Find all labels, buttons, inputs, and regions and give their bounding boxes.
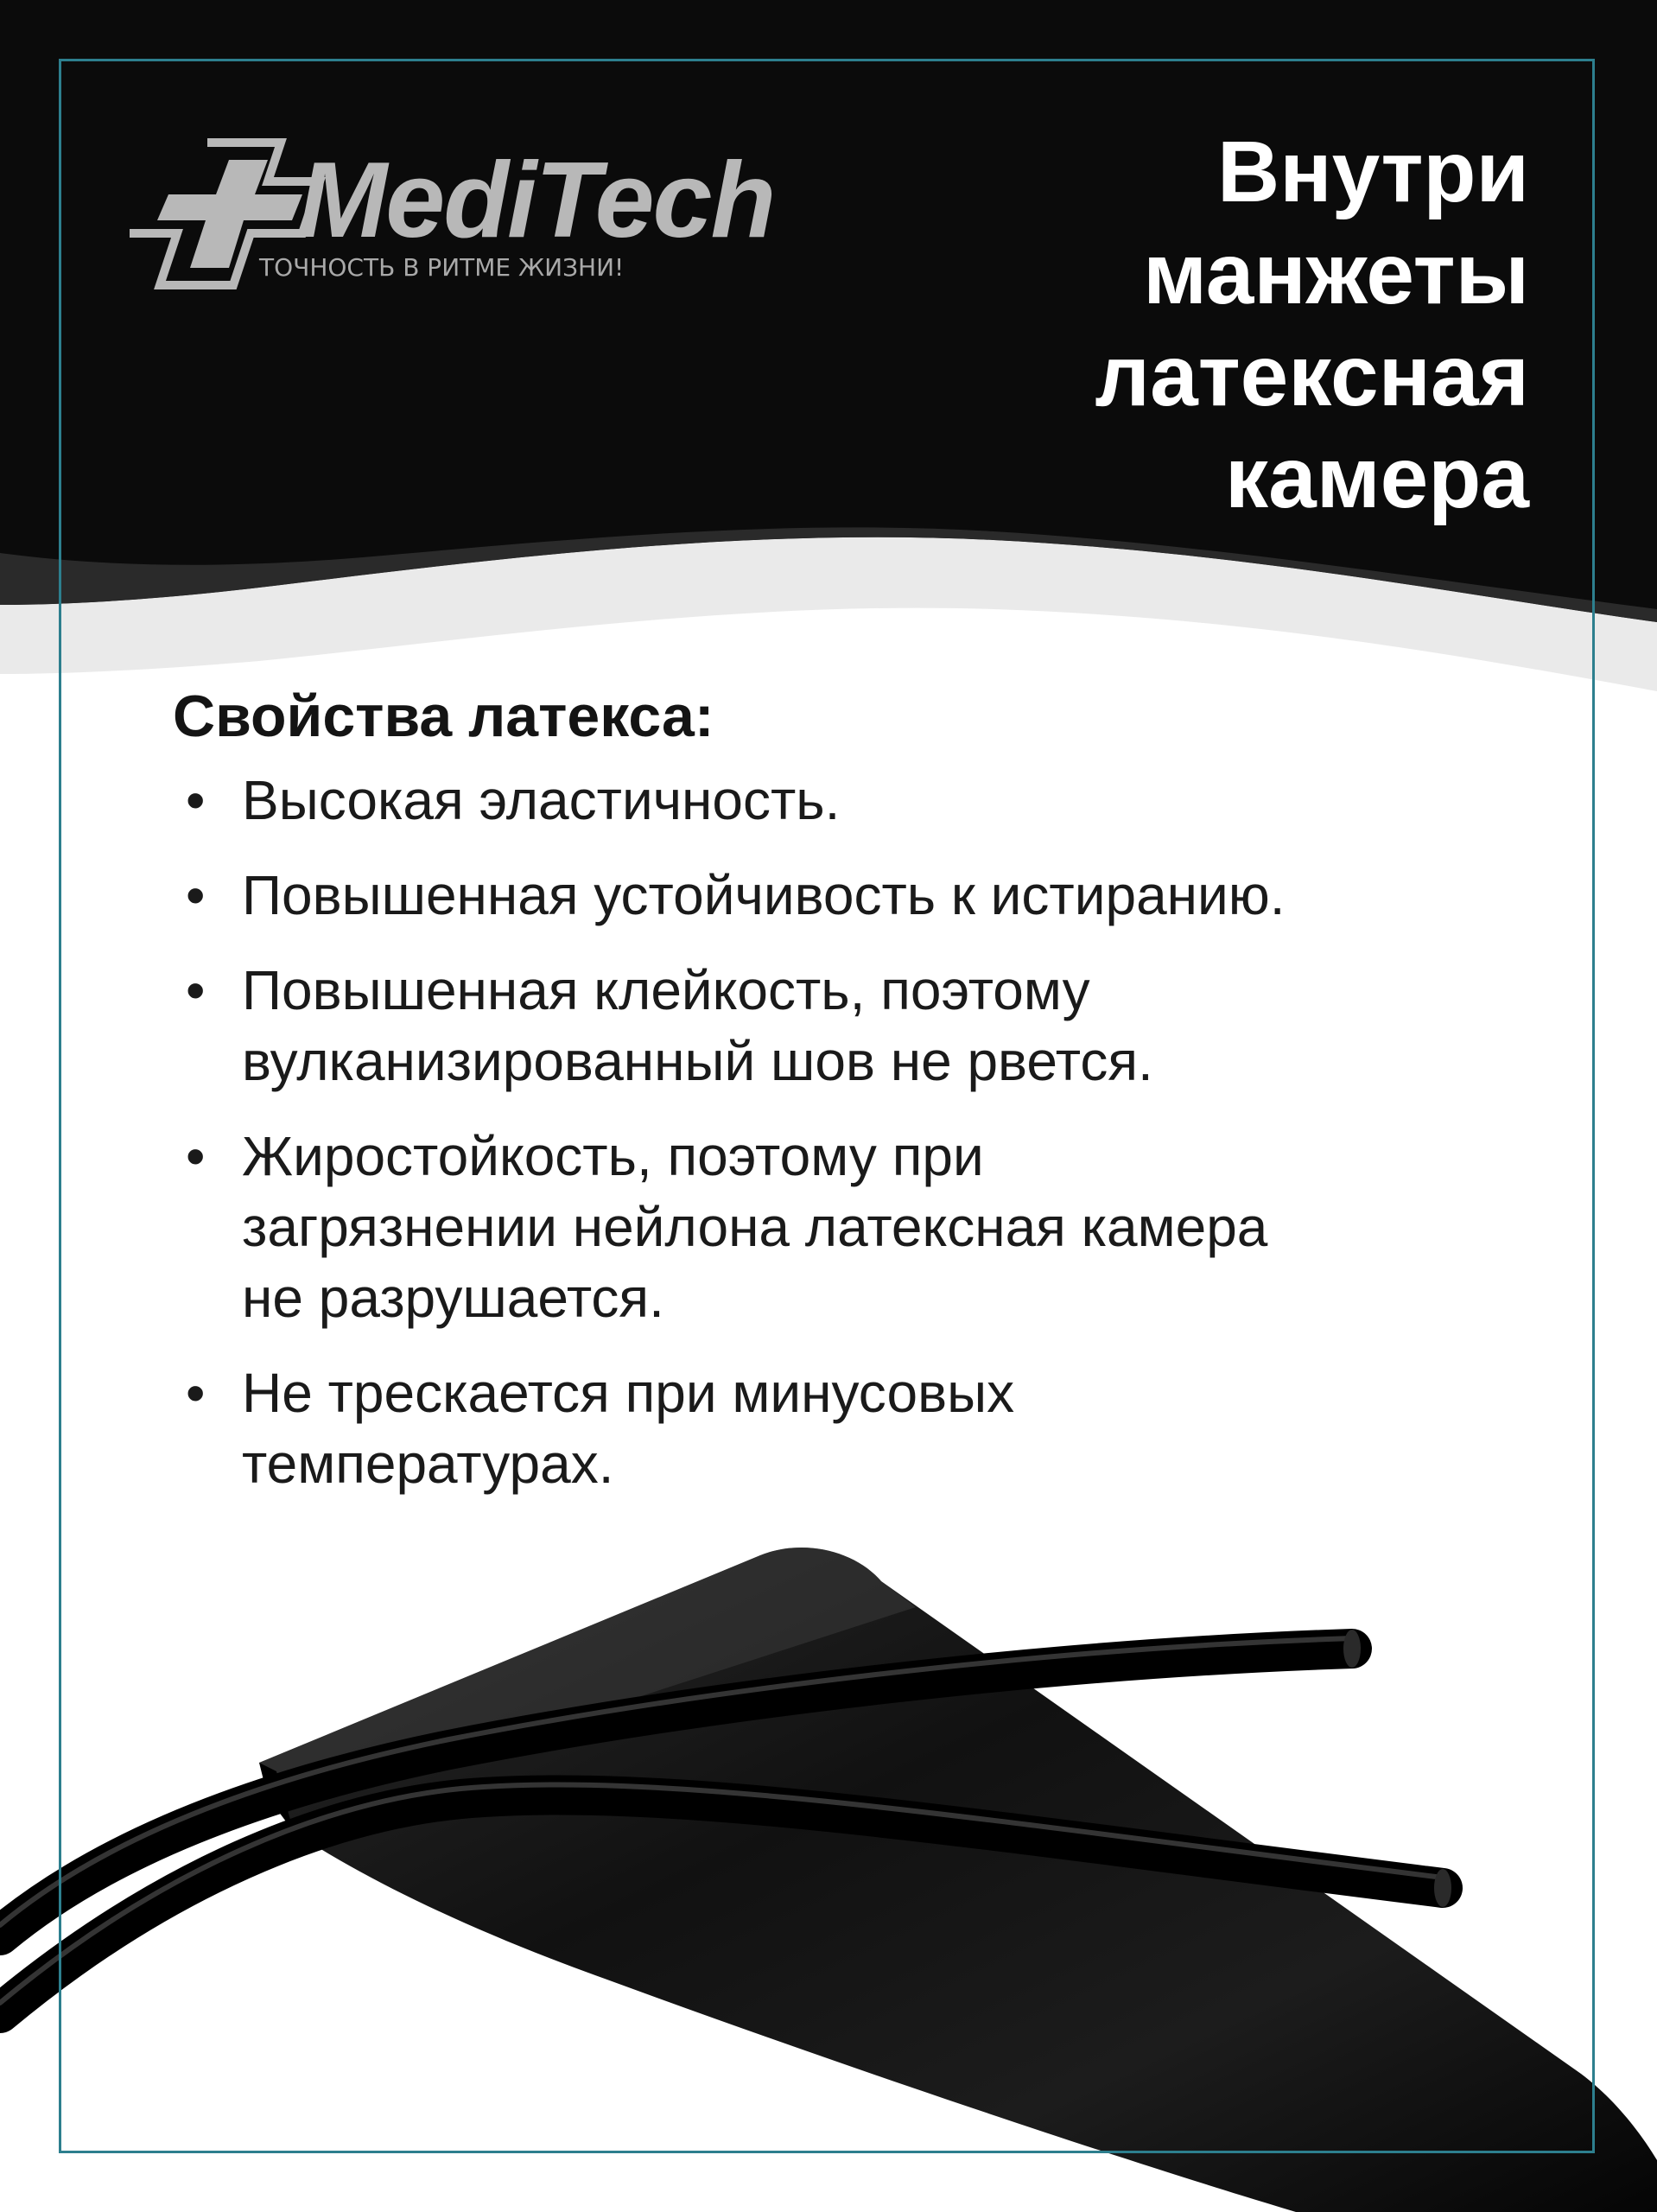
list-item-text: не разрушается.	[242, 1267, 664, 1329]
properties-list	[177, 765, 1542, 1523]
title-line: манжеты	[1143, 226, 1529, 322]
list-item	[177, 765, 1542, 836]
list-item-text: Не трескается при минусовых	[242, 1362, 1015, 1424]
brand-logo	[121, 121, 775, 294]
brand-tagline: ТОЧНОСТЬ В РИТМЕ ЖИЗНИ!	[259, 253, 625, 282]
list-item	[177, 1357, 1542, 1499]
list-item	[177, 860, 1542, 931]
list-item-text: Высокая эластичность.	[242, 769, 841, 831]
bullet-dot: •	[186, 1362, 206, 1424]
bullet-dot: •	[186, 959, 206, 1021]
list-item-text: Повышенная устойчивость к истиранию.	[242, 864, 1286, 926]
page-title	[752, 121, 1529, 529]
title-line: латексная	[1095, 327, 1529, 424]
list-item-text: Жиростойкость, поэтому при	[242, 1125, 984, 1187]
brand-name: MediTech	[298, 141, 775, 260]
bullet-dot: •	[186, 769, 206, 831]
bullet-dot: •	[186, 864, 206, 926]
properties-heading: Свойства латекса:	[173, 683, 714, 749]
list-item	[177, 955, 1542, 1096]
title-line: камера	[1225, 429, 1529, 526]
list-item-text: вулканизированный шов не рвется.	[242, 1030, 1153, 1092]
title-line: Внутри	[1217, 124, 1529, 220]
list-item-text: Повышенная клейкость, поэтому	[242, 959, 1090, 1021]
list-item-text: загрязнении нейлона латексная камера	[242, 1196, 1268, 1258]
list-item-text: температурах.	[242, 1433, 614, 1495]
bullet-dot: •	[186, 1125, 206, 1187]
list-item	[177, 1121, 1542, 1333]
